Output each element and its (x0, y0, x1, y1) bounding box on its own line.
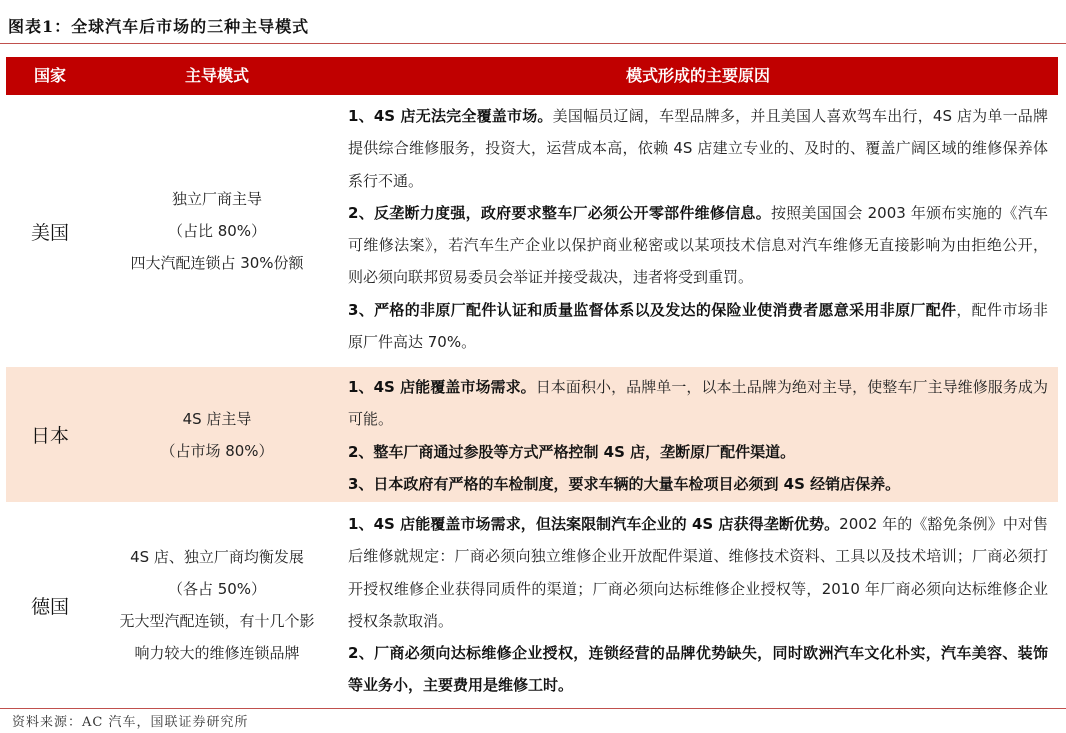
reason-paragraph (348, 197, 1048, 294)
reason-cell (348, 502, 1048, 708)
reason-text: 2002 年的《豁免条例》中对售后维修就规定：厂商必须向独立维修企业开放配件渠道、维修技术资料、工具以及技术培训；厂商必须打开授权维修企业获得同质件的渠道；厂商必须向达标维修企业授权等，2010 年厂商必须向达标维修企业授权条款取消。 (348, 515, 1048, 630)
reason-paragraph (348, 637, 1048, 702)
header-country: 国家 (33, 66, 66, 85)
mode-line: （占市场 80%） (160, 441, 274, 460)
mode-line: （占比 80%） (167, 222, 267, 240)
header-mode: 主导模式 (184, 66, 249, 85)
reason-heading: 3、严格的非原厂配件认证和质量监督体系以及发达的保险业使消费者愿意采用非原厂配件 (348, 300, 957, 319)
mode-cell (94, 502, 340, 708)
reason-paragraph (348, 468, 1048, 500)
country-cell: 日本 (30, 425, 69, 447)
source-divider (0, 708, 1066, 709)
mode-cell (94, 367, 340, 502)
source-note: 资料来源：AC 汽车，国联证券研究所 (12, 715, 249, 730)
table-header (6, 57, 1058, 95)
reason-text: 日本面积小，品牌单一，以本土品牌为绝对主导，使整车厂主导维修服务成为可能。 (348, 378, 1048, 429)
table-row-japan (6, 367, 1058, 502)
reason-paragraph (348, 508, 1048, 637)
reason-heading: 1、4S 店无法完全覆盖市场。 (348, 107, 553, 125)
reason-heading: 1、4S 店能覆盖市场需求。 (348, 378, 536, 396)
reason-text: 美国幅员辽阔，车型品牌多，并且美国人喜欢驾车出行，4S 店为单一品牌提供综合维修服务，投资大，运营成本高，依赖 4S 店建立专业的、及时的、覆盖广阔区域的维修保养体系行不通。 (348, 107, 1048, 190)
country-cell: 德国 (30, 595, 69, 618)
reason-text: ，配件市场非原厂件高达 70%。 (348, 300, 1048, 352)
mode-cell (94, 95, 340, 367)
reason-heading: 1、4S 店能覆盖市场需求，但法案限制汽车企业的 4S 店获得垄断优势。 (348, 515, 840, 533)
mode-line: 独立厂商主导 (171, 190, 262, 208)
header-reason: 模式形成的主要原因 (625, 66, 770, 85)
mode-line: 4S 店主导 (182, 409, 252, 428)
reason-heading: 3、日本政府有严格的车检制度，要求车辆的大量车检项目必须到 4S 经销店保养。 (348, 474, 901, 493)
reason-heading: 2、反垄断力度强，政府要求整车厂必须公开零部件维修信息。 (348, 203, 771, 222)
table-row-germany (6, 502, 1058, 708)
reason-heading: 2、整车厂商通过参股等方式严格控制 4S 店，垄断原厂配件渠道。 (348, 442, 796, 461)
mode-line: 无大型汽配连锁，有十几个影 (119, 612, 315, 630)
reason-cell (348, 367, 1048, 502)
title-divider (0, 43, 1066, 44)
table-row-usa (6, 95, 1058, 367)
mode-line: 响力较大的维修连锁品牌 (134, 644, 300, 662)
mode-line: （各占 50%） (167, 580, 267, 598)
country-cell: 美国 (30, 221, 69, 244)
chart-title: 图表1：全球汽车后市场的三种主导模式 (8, 17, 310, 36)
reason-paragraph (348, 294, 1048, 359)
reason-paragraph (348, 371, 1048, 436)
mode-line: 四大汽配连锁占 30%份额 (130, 254, 304, 272)
reason-paragraph (348, 100, 1048, 197)
reason-paragraph (348, 436, 1048, 468)
reason-heading: 2、厂商必须向达标维修企业授权，连锁经营的品牌优势缺失，同时欧洲汽车文化朴实，汽车美容、装饰等业务小，主要费用是维修工时。 (348, 644, 1048, 695)
mode-line: 4S 店、独立厂商均衡发展 (130, 548, 304, 566)
reason-cell (348, 95, 1048, 367)
reason-text: 按照美国国会 2003 年颁布实施的《汽车可维修法案》，若汽车生产企业以保护商业秘密或以某项技术信息对汽车维修无直接影响为由拒绝公开， 则必须向联邦贸易委员会举证并接受裁决，违者将受到重罚。 (348, 203, 1048, 287)
